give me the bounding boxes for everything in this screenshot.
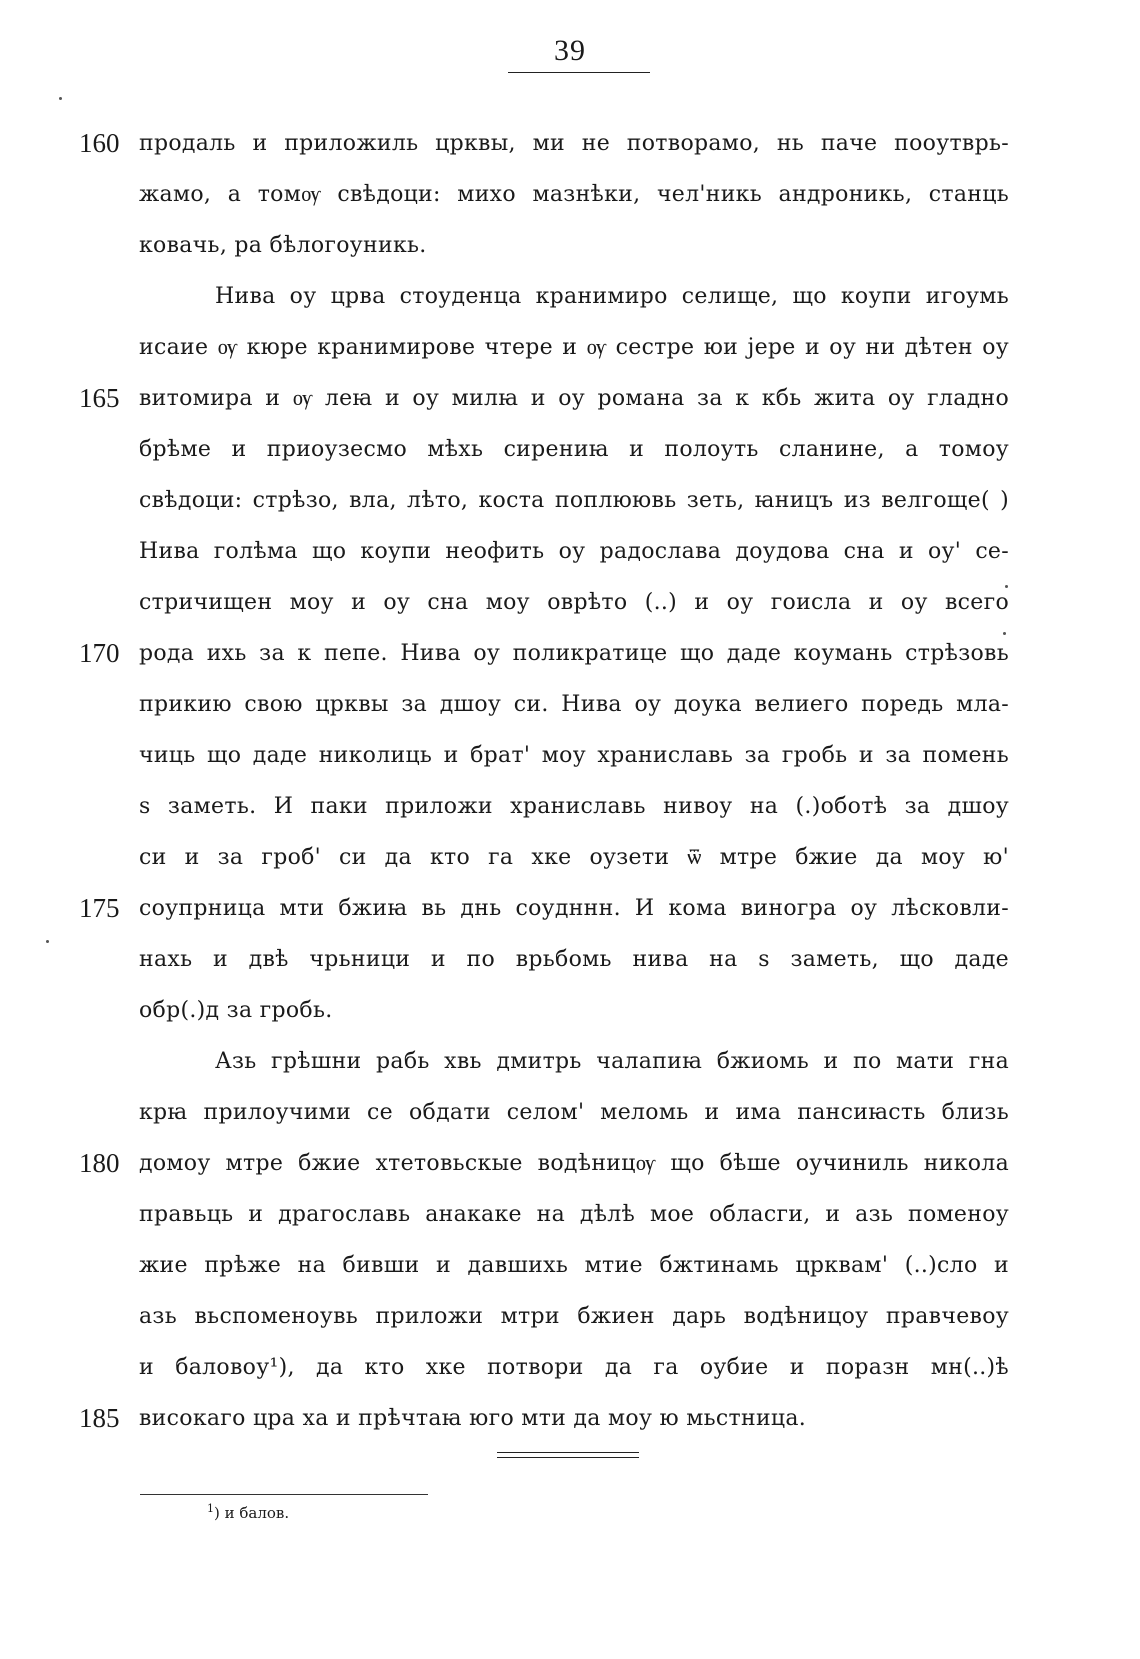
line-text: стричищен моу и оу сна моу оврѣто (..) и оу гоисла и оу всего <box>139 590 1009 615</box>
line-number: 185 <box>79 1403 120 1433</box>
print-speck <box>46 940 49 943</box>
text-line <box>0 118 1140 169</box>
line-text: свѣдоци: стрѣзо, вла, лѣто, коста поплюювь зеть, ꙗницъ из велгоще( ) <box>139 488 1009 513</box>
body-text <box>0 118 1140 1444</box>
line-text: и баловоу¹), да кто хке потвори да га оубие и поразн мн(..)ѣ <box>139 1355 1009 1380</box>
line-text: домоу мтре бжие хтетовьскые водѣницѹ що бѣше оучиниль никола <box>139 1151 1009 1176</box>
line-text: чиць що даде николиць и брат' моу храниславь за гробь и за помень <box>139 743 1009 768</box>
footnote-marker: 1 <box>207 1502 214 1515</box>
line-number: 160 <box>79 128 120 158</box>
text-line <box>0 1240 1140 1291</box>
line-text: ковачь, ра бѣлогоуникь. <box>139 233 427 258</box>
line-text: исаие ѹ кюре крaнимирове чтере и ѹ сестре юи јере и оу ни дѣтен оу <box>139 335 1009 360</box>
line-number: 175 <box>79 893 120 923</box>
line-text: си и за гроб' си да кто га хке оузети ѿ мтре бжие да моу ю' <box>139 845 1009 870</box>
line-text: Нива голѣма що коупи неофить оу радослава доудова сна и оу' се- <box>139 539 1009 564</box>
text-line <box>0 1087 1140 1138</box>
print-speck <box>1005 585 1008 588</box>
line-text: жие прѣже на бивши и давшихь мтие бжтинамь црквам' (..)сло и <box>139 1253 1009 1278</box>
line-number: 180 <box>79 1148 120 1178</box>
text-line <box>0 883 1140 934</box>
text-line <box>0 1189 1140 1240</box>
line-number: 165 <box>79 383 120 413</box>
text-line <box>0 220 1140 271</box>
line-text: прикию свою црквы за дшоу си. Нива оу доука велиего поредь мла- <box>139 692 1009 717</box>
line-text: брѣме и приоузесмо мѣхь сирениꙗ и полоуть сланине, а томоу <box>139 437 1009 462</box>
footnote-separator <box>140 1494 428 1495</box>
text-line <box>0 985 1140 1036</box>
line-text: соупрница мти бжиꙗ вь днь соудннн. И кома виногра оу лѣсковли- <box>139 896 1009 921</box>
line-text: витомира и ѹ леꙗ и оу милꙗ и оу романа за к кбь жита оу гладно <box>139 386 1009 411</box>
text-line <box>0 322 1140 373</box>
text-line <box>0 934 1140 985</box>
line-text: нахь и двѣ чрьници и по врьбомь нива на ѕ заметь, що даде <box>139 947 1009 972</box>
text-line <box>0 1393 1140 1444</box>
line-text: рода ихь за к пепе. Нива оу поликратице що даде коумань стрѣзовь <box>139 641 1009 666</box>
line-text: крꙗ прилоучими се обдати селом' меломь и има пансиꙗсть близь <box>139 1100 1009 1125</box>
line-text: високаго цра ха и прѣчтаꙗ юго мти да моу ю мьстница. <box>139 1406 807 1431</box>
line-text: продаль и приложиль црквы, ми не потворамо, нь паче пооутврь- <box>139 131 1009 156</box>
footnote-text: ) и балов. <box>214 1504 290 1522</box>
line-text: ѕ заметь. И паки приложи храниславь нивоу на (.)оботѣ за дшоу <box>139 794 1009 819</box>
text-line <box>0 679 1140 730</box>
text-line <box>0 169 1140 220</box>
text-line <box>0 730 1140 781</box>
text-line <box>0 1036 1140 1087</box>
line-number: 170 <box>79 638 120 668</box>
page-number-underline <box>508 72 650 73</box>
end-double-rule <box>497 1452 639 1458</box>
line-text: обр(.)д за гробь. <box>139 998 333 1023</box>
text-line <box>0 577 1140 628</box>
line-text: правьць и драгославь анакаке на дѣлѣ мое обласги, и азь поменоу <box>139 1202 1009 1227</box>
text-line <box>0 832 1140 883</box>
footnote <box>207 1502 289 1522</box>
text-line <box>0 781 1140 832</box>
text-line <box>0 1291 1140 1342</box>
line-text: Нива оу црва стоуденца крaнимиро селище, що коупи игоумь <box>215 284 1009 309</box>
text-line <box>0 526 1140 577</box>
text-line <box>0 475 1140 526</box>
page-number: 39 <box>554 34 586 67</box>
print-speck <box>59 97 62 100</box>
text-line <box>0 1138 1140 1189</box>
print-speck <box>1003 632 1006 635</box>
line-text: азь вьспоменоувь приложи мтри бжиен дарь водѣницоу правчевоу <box>139 1304 1009 1329</box>
text-line <box>0 628 1140 679</box>
text-line <box>0 373 1140 424</box>
line-text: жамо, а томѹ свѣдоци: михо мазнѣки, чел'никь андроникь, станць <box>139 182 1009 207</box>
line-text: Азь грѣшни рабь хвь дмитрь чалапиꙗ бжиомь и по мати гна <box>215 1049 1009 1074</box>
text-line <box>0 424 1140 475</box>
text-line <box>0 1342 1140 1393</box>
text-line <box>0 271 1140 322</box>
